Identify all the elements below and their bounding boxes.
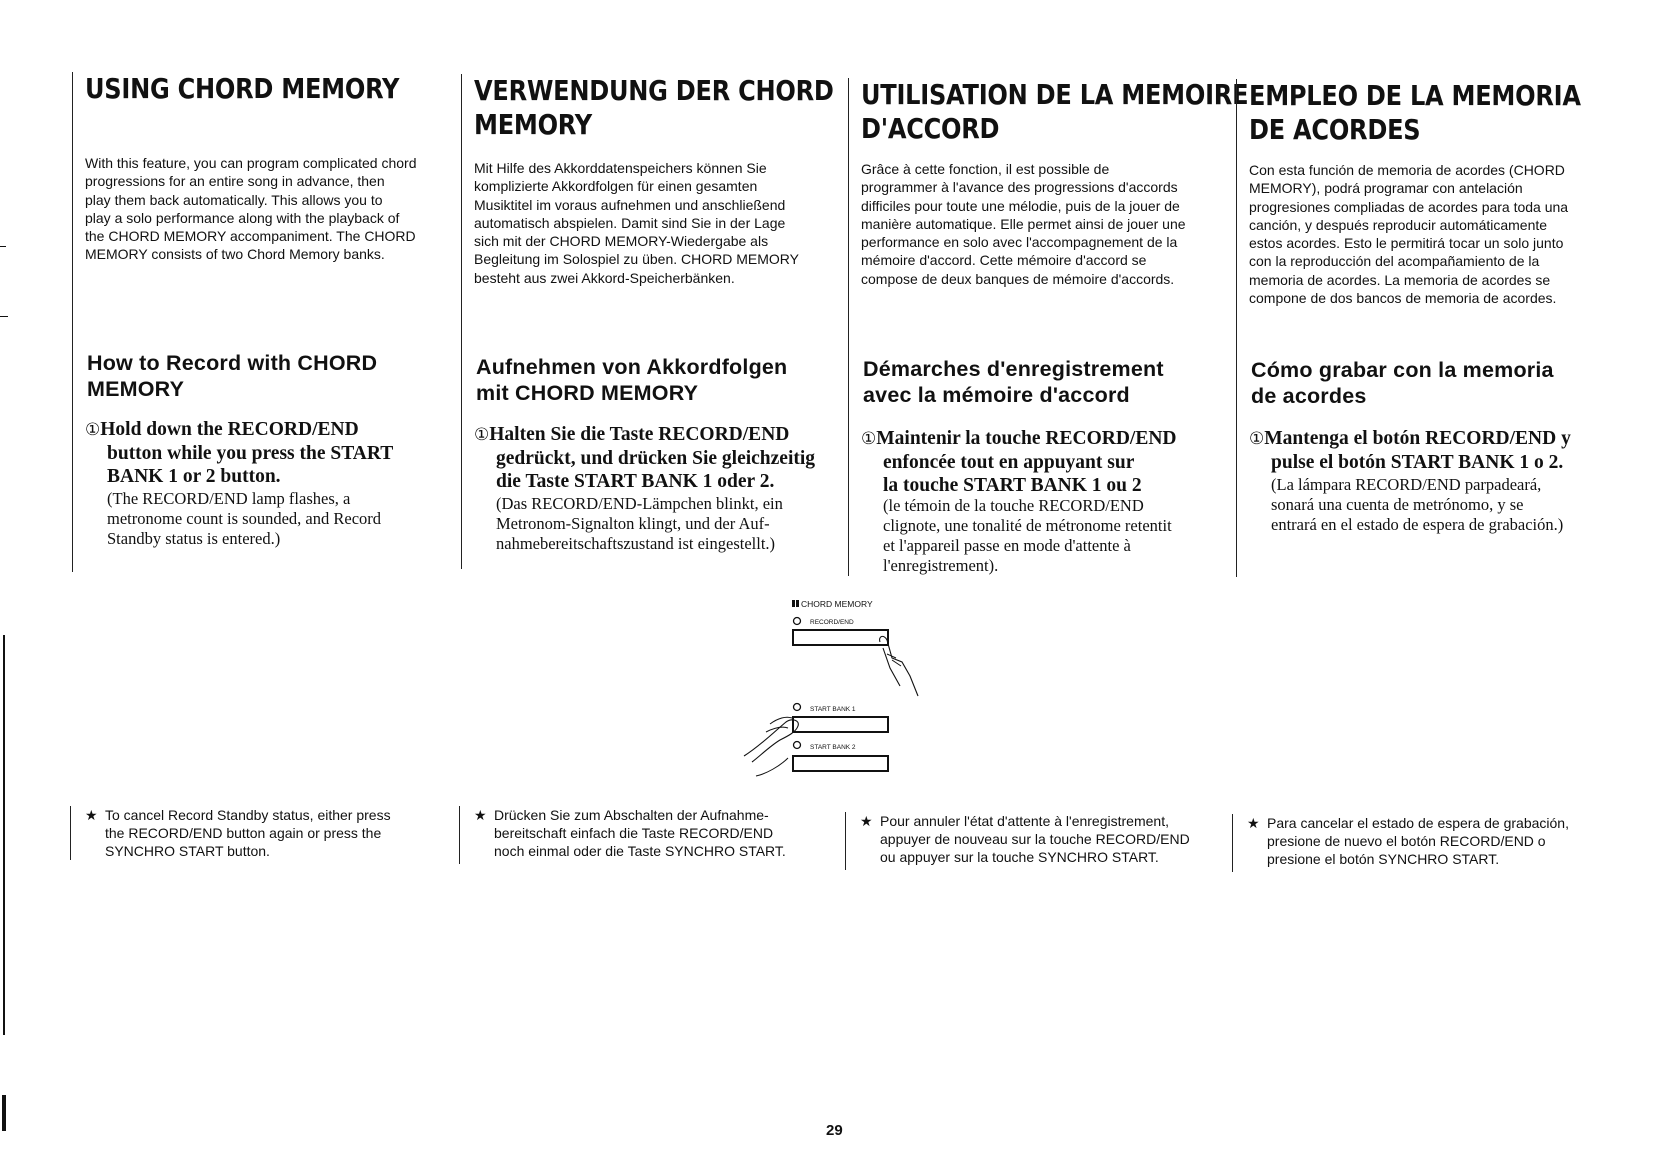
footnote-line: Para cancelar el estado de espera de grabación, bbox=[1267, 815, 1569, 831]
note-line: (La lámpara RECORD/END parpadeará, bbox=[1271, 475, 1542, 494]
subtitle-line: How to Record with CHORD bbox=[87, 351, 378, 375]
star-icon: ★ bbox=[860, 813, 873, 829]
intro-line: sich mit der CHORD MEMORY-Wiedergabe als bbox=[474, 233, 769, 250]
section-title bbox=[1249, 79, 1593, 147]
intro-line: progresiones compliadas de acordes para toda una bbox=[1249, 198, 1569, 215]
scan-edge-mark bbox=[2, 1095, 6, 1131]
footnote-line: SYNCHRO START button. bbox=[105, 843, 270, 859]
hand-icon bbox=[756, 758, 788, 776]
record-lamp-icon bbox=[794, 618, 801, 625]
note-line: nahmebereitschaftszustand ist eingestellt.) bbox=[496, 534, 776, 553]
star-icon: ★ bbox=[85, 807, 98, 823]
scan-edge-mark bbox=[3, 635, 5, 1035]
step-line: die Taste START BANK 1 oder 2. bbox=[496, 471, 775, 492]
subtitle-line: Démarches d'enregistrement bbox=[863, 357, 1164, 381]
title-line: D'ACCORD bbox=[861, 112, 1000, 145]
chord-memory-panel-illustration bbox=[740, 596, 940, 786]
footnote-line: Drücken Sie zum Abschalten der Aufnahme- bbox=[494, 807, 769, 823]
footnote-line: To cancel Record Standby status, either press bbox=[105, 807, 391, 823]
panel-marker bbox=[796, 600, 799, 607]
footnote-line: ou appuyer sur la touche SYNCHRO START. bbox=[880, 849, 1159, 865]
note-line: entrará en el estado de espera de grabación.) bbox=[1271, 515, 1564, 534]
column-french bbox=[848, 78, 1249, 576]
subsection-title bbox=[863, 356, 1164, 408]
note-line: (le témoin de la touche RECORD/END bbox=[883, 496, 1144, 515]
intro-line: With this feature, you can program complicated chord bbox=[85, 155, 417, 171]
step-line: pulse el botón START BANK 1 o 2. bbox=[1271, 452, 1564, 473]
panel-marker bbox=[792, 600, 795, 607]
intro-line: mémoire d'accord. Cette mémoire d'accord se bbox=[861, 252, 1147, 269]
bank2-lamp-icon bbox=[794, 742, 801, 749]
step-line: button while you press the START bbox=[107, 443, 394, 464]
step-line: Hold down the RECORD/END bbox=[100, 419, 359, 440]
star-icon: ★ bbox=[474, 807, 487, 823]
scan-edge-mark bbox=[0, 316, 8, 317]
subtitle-line: Cómo grabar con la memoria bbox=[1251, 358, 1554, 382]
intro-line: besteht aus zwei Akkord-Speicherbänken. bbox=[474, 269, 735, 286]
intro-paragraph bbox=[1249, 161, 1649, 307]
step-note bbox=[85, 489, 381, 549]
footnote-line: appuyer de nouveau sur la touche RECORD/END bbox=[880, 831, 1190, 847]
footnote-line: Pour annuler l'état d'attente à l'enregistrement, bbox=[880, 813, 1169, 829]
record-end-button bbox=[793, 630, 888, 645]
intro-paragraph bbox=[474, 159, 854, 287]
subtitle-line: de acordes bbox=[1251, 384, 1367, 408]
note-line: metronome count is sounded, and Record bbox=[107, 509, 382, 528]
intro-line: the CHORD MEMORY accompaniment. The CHORD bbox=[85, 228, 416, 245]
star-icon: ★ bbox=[1247, 815, 1260, 831]
subtitle-line: avec la mémoire d'accord bbox=[863, 383, 1130, 407]
footnote-line: the RECORD/END button again or press the bbox=[105, 825, 382, 841]
footnote-line: presione el botón SYNCHRO START. bbox=[1267, 851, 1500, 867]
note-line: Metronom-Signalton klingt, und der Auf- bbox=[496, 514, 770, 533]
record-label: RECORD/END bbox=[810, 619, 854, 626]
step-number: ① bbox=[474, 425, 490, 445]
intro-line: con la reproducción del acompañamiento de la bbox=[1249, 253, 1540, 270]
intro-line: MEMORY consists of two Chord Memory banks. bbox=[85, 246, 385, 263]
footnote-line: bereitschaft einfach die Taste RECORD/END bbox=[494, 825, 774, 841]
hand-icon bbox=[883, 648, 900, 686]
page-number: 29 bbox=[826, 1122, 843, 1139]
footnote-french bbox=[845, 812, 1245, 870]
intro-line: difficiles pour toute une mélodie, puis de la jouer de bbox=[861, 197, 1180, 214]
column-english bbox=[72, 72, 465, 572]
title-line: UTILISATION DE LA MEMOIRE bbox=[861, 78, 1249, 111]
intro-line: manière automatique. Elle permet ainsi de jouer une bbox=[861, 215, 1186, 232]
section-title bbox=[474, 74, 834, 142]
title-line: EMPLEO DE LA MEMORIA bbox=[1249, 79, 1581, 112]
column-german bbox=[461, 74, 854, 569]
step-note bbox=[1249, 475, 1563, 535]
note-line: (The RECORD/END lamp flashes, a bbox=[107, 489, 351, 508]
intro-paragraph bbox=[85, 154, 465, 264]
step-line: gedrückt, und drücken Sie gleichzeitig bbox=[496, 448, 816, 469]
intro-paragraph bbox=[861, 160, 1241, 288]
step-instruction bbox=[85, 418, 393, 488]
bank1-label: START BANK 1 bbox=[810, 706, 856, 713]
intro-line: estos acordes. Esto le permitirá tocar un solo junto bbox=[1249, 235, 1564, 252]
footnote-english bbox=[70, 806, 465, 860]
subtitle-line: MEMORY bbox=[87, 377, 185, 401]
title-line: VERWENDUNG DER CHORD bbox=[474, 74, 834, 107]
intro-line: Con esta función de memoria de acordes (CHORD bbox=[1249, 162, 1565, 178]
step-line: la touche START BANK 1 ou 2 bbox=[883, 475, 1142, 496]
step-line: BANK 1 or 2 button. bbox=[107, 466, 281, 487]
note-line: (Das RECORD/END-Lämpchen blinkt, ein bbox=[496, 494, 783, 513]
intro-line: progressions for an entire song in advance, then bbox=[85, 173, 385, 190]
intro-line: Musiktitel im voraus aufnehmen und anschließend bbox=[474, 196, 786, 213]
step-note bbox=[861, 496, 1172, 576]
intro-line: memoria de acordes. La memoria de acordes se bbox=[1249, 271, 1551, 288]
hand-icon bbox=[744, 720, 798, 762]
intro-line: programmer à l'avance des progressions d'accords bbox=[861, 179, 1178, 196]
intro-line: compone de dos bancos de memoria de acordes. bbox=[1249, 290, 1557, 307]
bank2-label: START BANK 2 bbox=[810, 744, 856, 751]
step-line: enfoncée tout en appuyant sur bbox=[883, 452, 1135, 473]
intro-line: Mit Hilfe des Akkorddatenspeichers können Sie bbox=[474, 160, 767, 176]
step-number: ① bbox=[861, 429, 877, 449]
footnote-spanish bbox=[1232, 814, 1647, 872]
intro-line: performance en solo avec l'accompagnement de la bbox=[861, 234, 1178, 251]
step-line: Maintenir la touche RECORD/END bbox=[876, 428, 1177, 449]
footnote-german bbox=[459, 806, 854, 864]
note-line: sonará una cuenta de metrónomo, y se bbox=[1271, 495, 1524, 514]
step-number: ① bbox=[85, 420, 101, 440]
subtitle-line: Aufnehmen von Akkordfolgen bbox=[476, 355, 788, 379]
step-instruction bbox=[1249, 427, 1571, 474]
intro-line: compose de deux banques de mémoire d'accords. bbox=[861, 270, 1175, 287]
title-line: USING CHORD MEMORY bbox=[85, 72, 400, 105]
subtitle-line: mit CHORD MEMORY bbox=[476, 381, 699, 405]
note-line: et l'appareil passe en mode d'attente à bbox=[883, 536, 1131, 555]
title-line: MEMORY bbox=[474, 108, 592, 141]
intro-line: automatisch abspielen. Damit sind Sie in der Lage bbox=[474, 214, 786, 231]
section-title bbox=[85, 72, 412, 106]
title-line: DE ACORDES bbox=[1249, 113, 1421, 146]
step-instruction bbox=[861, 427, 1177, 497]
bank1-lamp-icon bbox=[794, 704, 801, 711]
intro-line: Begleitung im Solospiel zu üben. CHORD MEMORY bbox=[474, 251, 799, 268]
scan-edge-mark bbox=[0, 246, 6, 247]
footnote-line: noch einmal oder die Taste SYNCHRO START. bbox=[494, 843, 786, 859]
subsection-title bbox=[476, 354, 787, 406]
intro-line: Grâce à cette fonction, il est possible de bbox=[861, 161, 1110, 177]
intro-line: play them back automatically. This allows you to bbox=[85, 191, 383, 208]
step-line: Halten Sie die Taste RECORD/END bbox=[489, 424, 790, 445]
footnote-line: presione de nuevo el botón RECORD/END o bbox=[1267, 833, 1546, 849]
panel-label: CHORD MEMORY bbox=[801, 599, 873, 609]
note-line: clignote, une tonalité de métronome retentit bbox=[883, 516, 1172, 535]
start-bank-1-button bbox=[793, 717, 888, 732]
note-line: l'enregistrement). bbox=[883, 556, 999, 575]
subsection-title bbox=[1251, 357, 1554, 409]
note-line: Standby status is entered.) bbox=[107, 529, 281, 548]
step-instruction bbox=[474, 423, 815, 493]
intro-line: play a solo performance along with the playback of bbox=[85, 209, 400, 226]
hand-icon bbox=[766, 717, 792, 732]
subsection-title bbox=[87, 350, 377, 402]
intro-line: komplizierte Akkordfolgen für einen gesamten bbox=[474, 178, 758, 195]
step-number: ① bbox=[1249, 429, 1265, 449]
intro-line: canción, y después reproducir automáticamente bbox=[1249, 216, 1548, 233]
start-bank-2-button bbox=[793, 756, 888, 771]
intro-line: MEMORY), podrá programar con antelación bbox=[1249, 180, 1523, 197]
step-note bbox=[474, 494, 783, 554]
step-line: Mantenga el botón RECORD/END y bbox=[1264, 428, 1571, 449]
section-title bbox=[861, 78, 1249, 146]
column-spanish bbox=[1236, 79, 1649, 577]
